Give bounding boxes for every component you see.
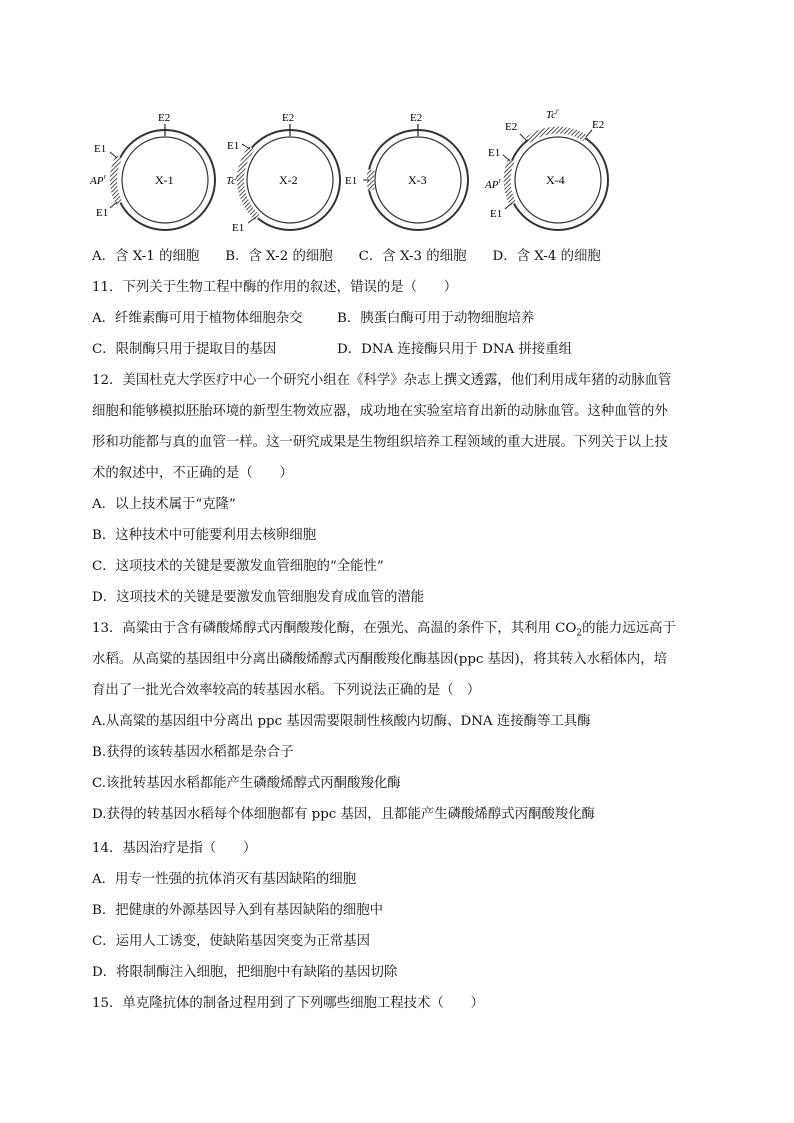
site-label: E1 <box>227 140 240 152</box>
q15-stem: 15．单克隆抗体的制备过程用到了下列哪些细胞工程技术（ ） <box>92 996 484 1011</box>
site-label: E2 <box>410 112 423 124</box>
q12-stem-line2: 细胞和能够模拟胚胎环境的新型生物效应器，成功地在实验室培育出新的动脉血管。这种血管的外 <box>92 404 668 419</box>
q13-stem-line3: 育出了一批光合效率较高的转基因水稻。下列说法正确的是（ ） <box>92 683 481 698</box>
q14-option-d: D．将限制酶注入细胞，把细胞中有缺陷的基因切除 <box>92 965 398 980</box>
site-label: E1 <box>488 147 501 159</box>
option-a: A．含 X-1 的细胞 <box>92 249 200 264</box>
option-b: B．胰蛋白酶可用于动物细胞培养 <box>337 311 535 326</box>
plasmid-name: X-1 <box>155 173 174 187</box>
option-d: D．含 X-4 的细胞 <box>492 249 601 264</box>
plasmid-name: X-3 <box>408 173 427 187</box>
q13-stem-line2: 水稻。从高粱的基因组中分离出磷酸烯醇式丙酮酸羧化酶基因(ppc 基因)，将其转入水稻体内，培 <box>92 652 667 667</box>
q12-option-c: C．这项技术的关键是要激发血管细胞的“全能性” <box>92 559 384 574</box>
site-label: E1 <box>345 175 358 187</box>
q12-stem-line4: 术的叙述中，不正确的是（ ） <box>92 466 293 481</box>
plasmid-name: X-2 <box>279 173 298 187</box>
q13-option-b: B.获得的该转基因水稻都是杂合子 <box>92 745 294 760</box>
plasmid-x1 <box>89 112 215 230</box>
q12-stem-line1: 12．美国杜克大学医疗中心一个研究小组在《科学》杂志上撰文透露，他们利用成年猪的动脉血管 <box>92 373 672 388</box>
q12-option-b: B．这种技术中可能要利用去核卵细胞 <box>92 528 317 543</box>
q10-options <box>92 247 601 267</box>
option-a: A．纤维素酶可用于植物体细胞杂交 <box>92 311 303 326</box>
plasmid-name: X-4 <box>546 173 565 187</box>
gene-label: $AP^r$ <box>485 177 502 191</box>
q12-option-a: A．以上技术属于“克隆” <box>92 497 236 512</box>
site-label: E2 <box>505 121 518 133</box>
q13-stem-line1: 13．高粱由于含有磷酸烯醇式丙酮酸羧化酶，在强光、高温的条件下，其利用 $CO_2$的能力远远高于 <box>92 621 676 639</box>
q13-option-d: D.获得的转基因水稻每个体细胞都有 ppc 基因，且都能产生磷酸烯醇式丙酮酸羧化酶 <box>92 807 595 822</box>
q12-stem-line3: 形和功能都与真的血管一样。这一研究成果是生物组织培养工程领域的重大进展。下列关于以上技 <box>92 435 668 450</box>
q14-option-a: A．用专一性强的抗体消灭有基因缺陷的细胞 <box>92 872 357 887</box>
q11-options-cd <box>92 340 572 360</box>
gene-label: Tc$^r$ <box>226 173 239 187</box>
site-label: E1 <box>490 208 503 220</box>
q11-options-ab <box>92 309 534 329</box>
site-label: E1 <box>94 143 107 155</box>
plasmid-x4 <box>484 107 608 230</box>
plasmid-figure <box>80 100 640 240</box>
q13-option-c: C.该批转基因水稻都能产生磷酸烯醇式丙酮酸羧化酶 <box>92 776 401 791</box>
q14-stem: 14．基因治疗是指（ ） <box>92 841 257 856</box>
option-d: D．DNA 连接酶只用于 DNA 拼接重组 <box>337 342 573 357</box>
gene-label: $AP^r$ <box>90 173 107 187</box>
plasmid-x2 <box>226 112 340 234</box>
plasmid-x3 <box>345 112 468 230</box>
plasmid-diagram <box>80 100 640 240</box>
option-c: C．含 X-3 的细胞 <box>358 249 467 264</box>
q11-stem: 11．下列关于生物工程中酶的作用的叙述，错误的是（ ） <box>92 280 458 295</box>
q14-option-c: C．运用人工诱变，使缺陷基因突变为正常基因 <box>92 934 371 949</box>
gene-label: Tc$^r$ <box>546 107 559 121</box>
site-label: E2 <box>158 112 171 124</box>
site-label: E2 <box>592 119 605 131</box>
site-label: E1 <box>96 207 109 219</box>
q14-option-b: B．把健康的外源基因导入到有基因缺陷的细胞中 <box>92 903 384 918</box>
site-label: E2 <box>282 112 295 124</box>
option-c: C．限制酶只用于提取目的基因 <box>92 342 277 357</box>
option-b: B．含 X-2 的细胞 <box>225 249 333 264</box>
q13-option-a: A.从高粱的基因组中分离出 ppc 基因需要限制性核酸内切酶、DNA 连接酶等工具酶 <box>92 714 591 729</box>
q12-option-d: D．这项技术的关键是要激发血管细胞发育成血管的潜能 <box>92 590 425 605</box>
site-label: E1 <box>232 222 245 234</box>
